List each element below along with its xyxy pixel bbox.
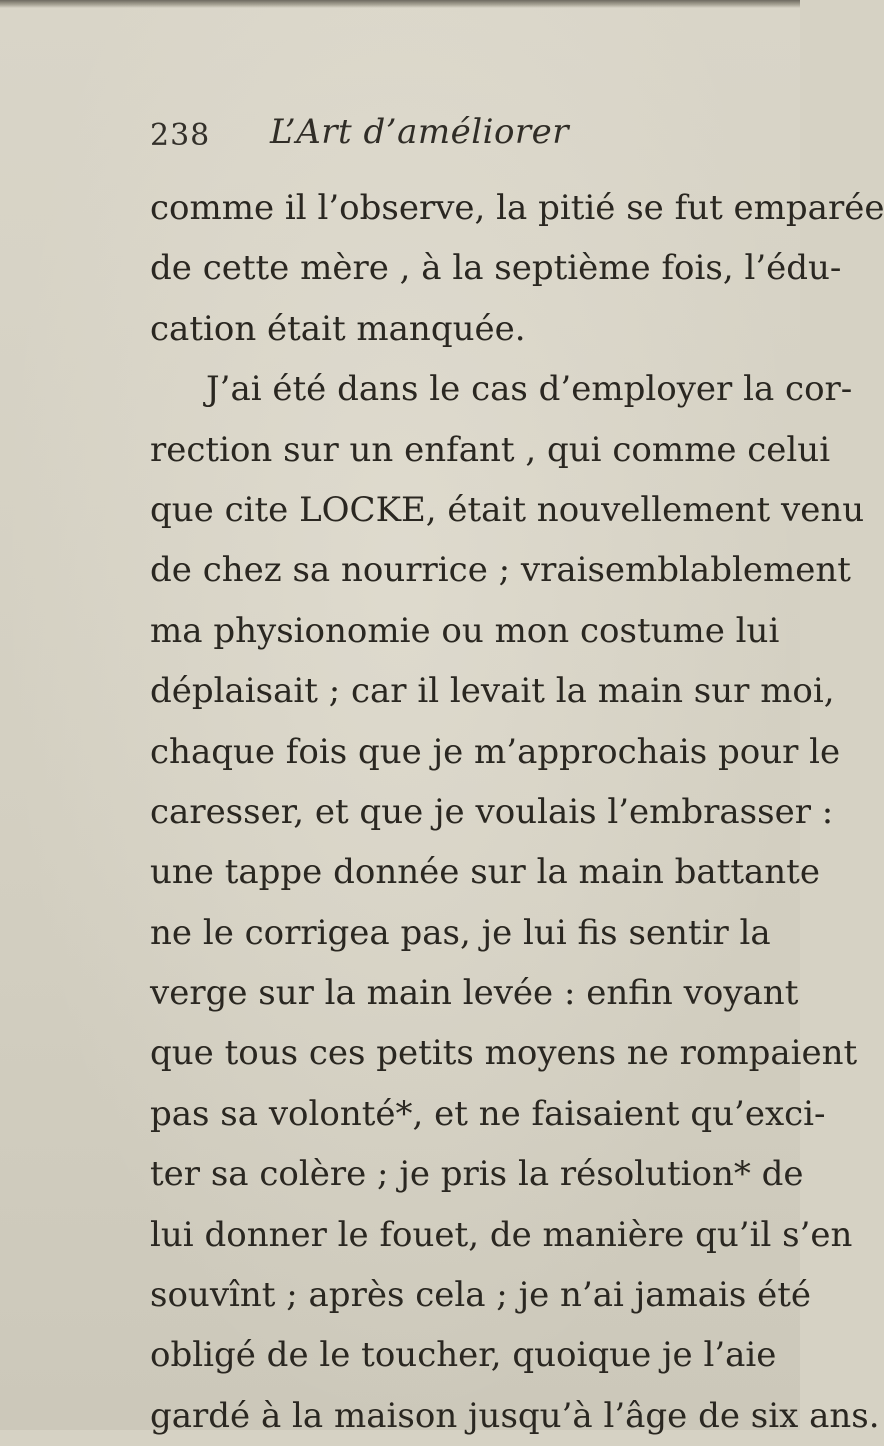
text-line: ma physionomie ou mon costume lui bbox=[150, 610, 780, 651]
text-line: obligé de le toucher, quoique je l’aie bbox=[150, 1335, 777, 1376]
text-line: cation était manquée. bbox=[150, 308, 526, 349]
text-line: que tous ces petits moyens ne rompaient bbox=[150, 1033, 858, 1074]
text-line: ne le corrigea pas, je lui fis sentir la bbox=[150, 912, 771, 953]
page-number: 238 bbox=[150, 118, 211, 153]
text-line: ter sa colère ; je pris la résolution* de bbox=[150, 1154, 804, 1195]
text-line: déplaisait ; car il levait la main sur moi, bbox=[150, 671, 835, 712]
text-line: rection sur un enfant , qui comme celui bbox=[150, 429, 831, 470]
text-line: chaque fois que je m’approchais pour le bbox=[150, 731, 841, 772]
page-header bbox=[150, 112, 670, 162]
text-line: de chez sa nourrice ; vraisemblablement bbox=[150, 550, 851, 591]
text-line: de cette mère , à la septième fois, l’édu- bbox=[150, 248, 842, 289]
text-line: souvînt ; après cela ; je n’ai jamais été bbox=[150, 1275, 812, 1316]
text-line: une tappe donnée sur la main battante bbox=[150, 852, 820, 893]
text-line: verge sur la main levée : enfin voyant bbox=[150, 973, 799, 1014]
text-line: pas sa volonté*, et ne faisaient qu’exci- bbox=[150, 1093, 826, 1134]
text-line: comme il l’observe, la pitié se fut emparée bbox=[150, 188, 884, 228]
text-line: gardé à la maison jusqu’à l’âge de six ans. bbox=[150, 1395, 880, 1436]
text-line: lui donner le fouet, de manière qu’il s’en bbox=[150, 1214, 853, 1255]
text-line: caresser, et que je voulais l’embrasser : bbox=[150, 791, 834, 832]
page-top-edge bbox=[0, 0, 800, 8]
text-line: que cite LOCKE, était nouvellement venu bbox=[150, 489, 865, 530]
text-line: J’ai été dans le cas d’employer la cor- bbox=[206, 369, 853, 410]
running-title: L’Art d’améliorer bbox=[270, 112, 570, 152]
body-text bbox=[150, 178, 884, 1446]
